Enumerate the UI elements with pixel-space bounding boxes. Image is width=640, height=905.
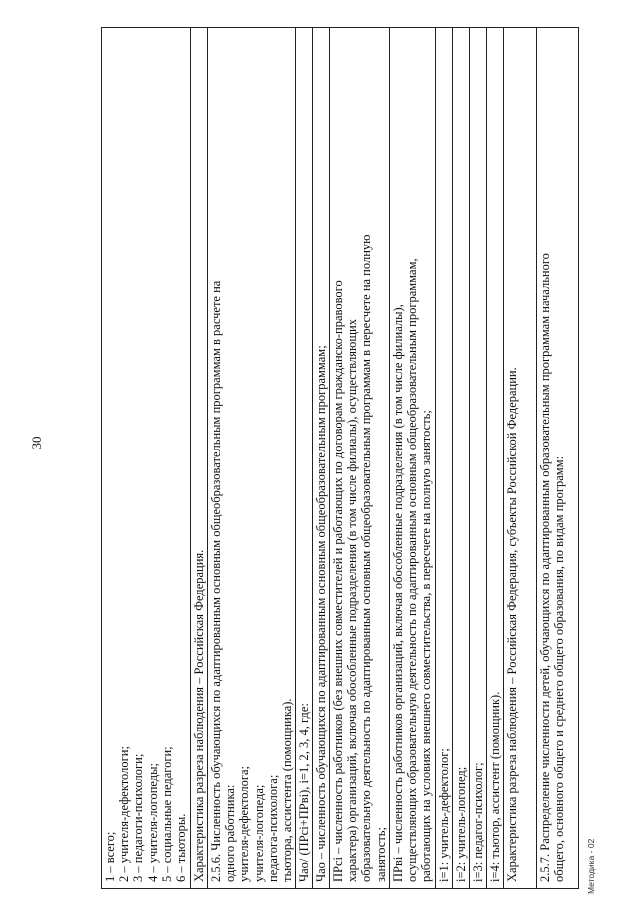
table-row [312,28,329,888]
text-line: 2.5.6. Численность обучающихся по адаптированным основным общеобразовательным программам в расчете на [209,280,223,882]
text-line: i=3: педагог-психолог; [471,762,485,882]
table-row [469,28,486,888]
page-footer: Методика - 02 [586,838,596,894]
text-line: образовательную деятельность по адаптированным основным общеобразовательным программам в пересчете на полную [359,234,374,882]
text-line: i=2: учитель-логопед; [454,766,468,882]
list-item: 2 – учителя-дефектологи; [117,746,132,882]
list-item: 4 – учителя-логопеды; [145,763,160,882]
list-item: 5 – социальные педагоги; [159,746,174,882]
text-line: занятость; [373,827,388,882]
text-line: учителя-логопеда; [251,784,266,882]
text-line: характера) организаций, включая обособленные подразделения (в том числе филиалы), осуществляющих [345,319,360,882]
text-line: работающих на условиях внешнего совместительства, в пересчете на полную занятость; [419,410,434,882]
text-line: 2.5.7. Распределение численности детей, обучающихся по адаптированным образовательным программам начального [538,253,552,882]
text-line: Характеристика разреза наблюдения – Российская Федерация, субъекты Российской Федерации. [505,367,519,882]
text-line: ПРвi – численность работников организаций, включая обособленные подразделения (в том числе филиалы), [391,304,405,882]
table-row [389,28,435,888]
table-row [435,28,452,888]
table-row [295,28,312,888]
text-line: i=4: тьютор, ассистент (помощник). [488,691,502,882]
text-line: общего, основного общего и среднего общего образования, по видам программ: [552,455,567,882]
text-line: одного работника: [223,784,238,882]
table-row [207,28,295,888]
list-item: 1 – всего; [103,831,117,882]
text-line: осуществляющих образовательную деятельность по адаптированным основным общеобразовательным программам, [405,258,420,882]
text-line: тьютора, ассистента (помощника). [279,698,294,882]
table-row [536,28,580,888]
formula: Чао/ (ПРсi+ПРвi), i=1, 2, 3, 4, где: [297,703,311,882]
rotated-page-content [86,19,640,897]
text-line: Чао – численность обучающихся по адаптированным основным общеобразовательным программам; [314,345,328,882]
table-row [503,28,536,888]
text-line: учителя-дефектолога; [237,765,252,882]
table-row [102,28,190,888]
table-row [452,28,469,888]
indicator-table [101,27,579,889]
list-item: 6 – тьюторы. [173,813,188,882]
table-row [329,28,389,888]
text-line: педагога-психолога; [265,774,280,882]
text-line: ПРсi – численность работников (без внешних совместителей и работающих по договорам гражданско-правового [331,280,345,882]
page-number: 30 [29,436,44,450]
text-line: i=1: учитель-дефектолог; [437,748,451,882]
list-item: 3 – педагоги-психологи; [131,753,146,882]
table-row [486,28,503,888]
text-line: Характеристика разреза наблюдения – Российская Федерация. [192,549,206,882]
table-row [190,28,207,888]
